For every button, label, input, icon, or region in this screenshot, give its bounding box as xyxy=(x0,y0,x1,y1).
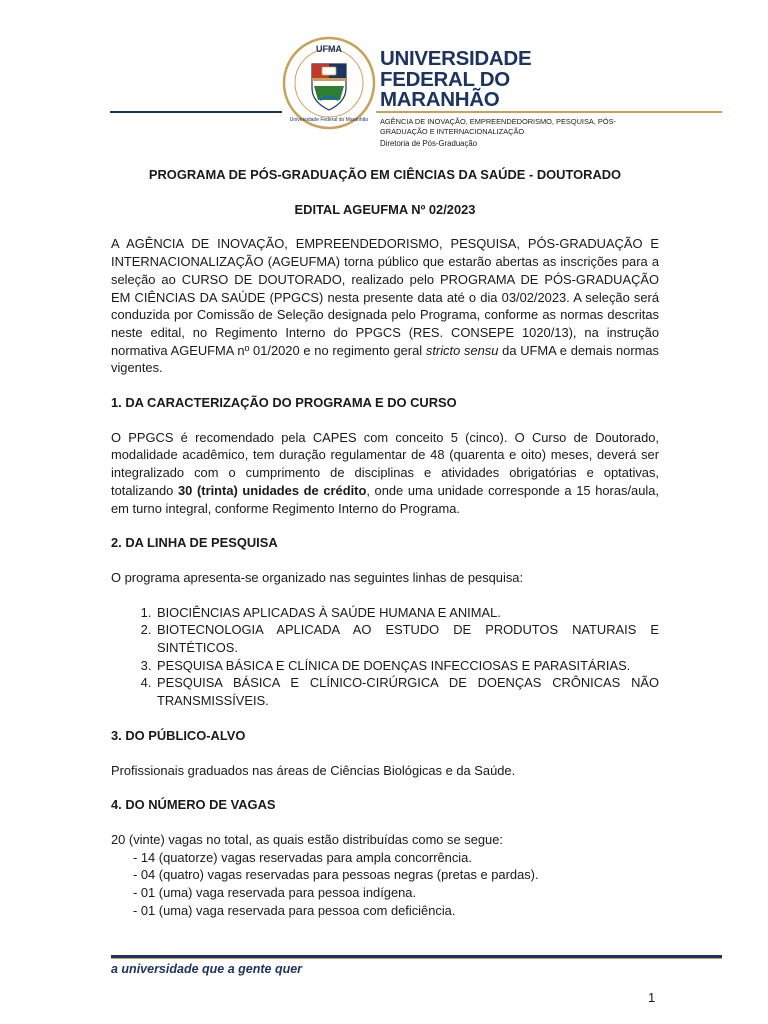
ufma-seal-logo xyxy=(282,36,376,130)
vacancy-item: - 01 (uma) vaga reservada para pessoa com deficiência. xyxy=(133,902,456,918)
research-line-item: 3. PESQUISA BÁSICA E CLÍNICA DE DOENÇAS INFECCIOSAS E PARASITÁRIAS. xyxy=(155,657,659,675)
document-body xyxy=(111,166,659,920)
edital-title: EDITAL AGEUFMA Nº 02/2023 xyxy=(294,201,476,217)
page-number: 1 xyxy=(648,990,656,1005)
agency-name xyxy=(380,117,660,137)
document-header xyxy=(0,0,768,160)
seal-acronym: UFMA xyxy=(316,44,342,54)
header-divider-gold xyxy=(376,111,722,113)
section-1-title: 1. DA CARACTERIZAÇÃO DO PROGRAMA E DO CURSO xyxy=(111,395,457,411)
section-2-title: 2. DA LINHA DE PESQUISA xyxy=(111,535,278,551)
section-1-text-2: , onde uma unidade corresponde a 15 horas/aula, em turno integral, conforme Regimento Interno do Programa. xyxy=(111,482,659,516)
directorate-name: Diretoria de Pós-Graduação xyxy=(380,139,478,148)
section-4-title: 4. DO NÚMERO DE VAGAS xyxy=(111,797,276,813)
vacancy-item: - 01 (uma) vaga reservada para pessoa indígena. xyxy=(133,885,417,901)
research-line-item: 1. BIOCIÊNCIAS APLICADAS À SAÚDE HUMANA E ANIMAL. xyxy=(155,604,659,622)
footer-divider-gold xyxy=(111,958,722,959)
intro-paragraph xyxy=(111,235,659,377)
section-3-text: Profissionais graduados nas áreas de Ciências Biológicas e da Saúde. xyxy=(111,762,516,778)
intro-text-italic: stricto sensu xyxy=(425,342,499,358)
university-name xyxy=(380,49,531,111)
vacancy-item: - 04 (quatro) vagas reservadas para pessoas negras (pretas e pardas). xyxy=(133,867,539,883)
research-line-item: 2. BIOTECNOLOGIA APLICADA AO ESTUDO DE PRODUTOS NATURAIS E SINTÉTICOS. xyxy=(155,621,659,656)
header-divider-navy xyxy=(110,111,282,113)
seal-ring-text: Universidade Federal do Maranhão xyxy=(289,117,369,123)
intro-text-1: A AGÊNCIA DE INOVAÇÃO, EMPREENDEDORISMO, PESQUISA, PÓS-GRADUAÇÃO E INTERNACIONALIZAÇÃO (AGEUFMA) torna público que estarão abertas as inscrições para a seleção ao CURSO DE DOUTORADO, realizado pelo PROGRAMA DE PÓS-GRADUAÇÃO EM CIÊNCIAS DA SAÚDE (PPGCS) nesta presente data até o dia 03/02/2023. A seleção será conduzida por Comissão de Seleção designada pelo Programa, conforme as normas descritas neste edital, no Regimento Interno do PPGCS (RES. CONSEPE 1020/13), na instrução normativa AGEUFMA nº 01/2020 e no regimento geral xyxy=(111,236,659,358)
university-name-line-1: UNIVERSIDADE xyxy=(380,47,532,70)
section-1-text-1: O PPGCS é recomendado pela CAPES com conceito 5 (cinco). O Curso de Doutorado, modalidade acadêmico, tem duração regulamentar de 48 (quarenta e oito) meses, deverá ser integralizado com o cumprimento de disciplinas e atividades obrigatórias e optativas, totalizando xyxy=(111,429,659,498)
program-title: PROGRAMA DE PÓS-GRADUAÇÃO EM CIÊNCIAS DA SAÚDE - DOUTORADO xyxy=(148,167,622,182)
section-2-intro: O programa apresenta-se organizado nas seguintes linhas de pesquisa: xyxy=(111,569,524,585)
section-4-intro: 20 (vinte) vagas no total, as quais estão distribuídas como se segue: xyxy=(111,831,503,847)
footer-slogan: a universidade que a gente quer xyxy=(111,962,303,976)
vacancies-list xyxy=(111,849,659,920)
research-lines-list xyxy=(111,604,659,710)
university-name-line-2: FEDERAL DO xyxy=(380,67,510,91)
research-line-item: 4. PESQUISA BÁSICA E CLÍNICO-CIRÚRGICA DE DOENÇAS CRÔNICAS NÃO TRANSMISSÍVEIS. xyxy=(155,674,659,709)
section-1-paragraph xyxy=(111,429,659,518)
intro-text-2: da UFMA e demais normas vigentes. xyxy=(111,342,659,376)
vacancy-item: - 14 (quatorze) vagas reservadas para ampla concorrência. xyxy=(133,849,472,865)
agency-name-line-2: GRADUAÇÃO E INTERNACIONALIZAÇÃO xyxy=(380,127,525,136)
section-3-title: 3. DO PÚBLICO-ALVO xyxy=(111,727,246,743)
agency-name-line-1: AGÊNCIA DE INOVAÇÃO, EMPREENDEDORISMO, PESQUISA, PÓS- xyxy=(380,117,616,126)
section-1-text-bold: 30 (trinta) unidades de crédito xyxy=(178,482,367,498)
university-name-line-3: MARANHÃO xyxy=(380,88,500,111)
